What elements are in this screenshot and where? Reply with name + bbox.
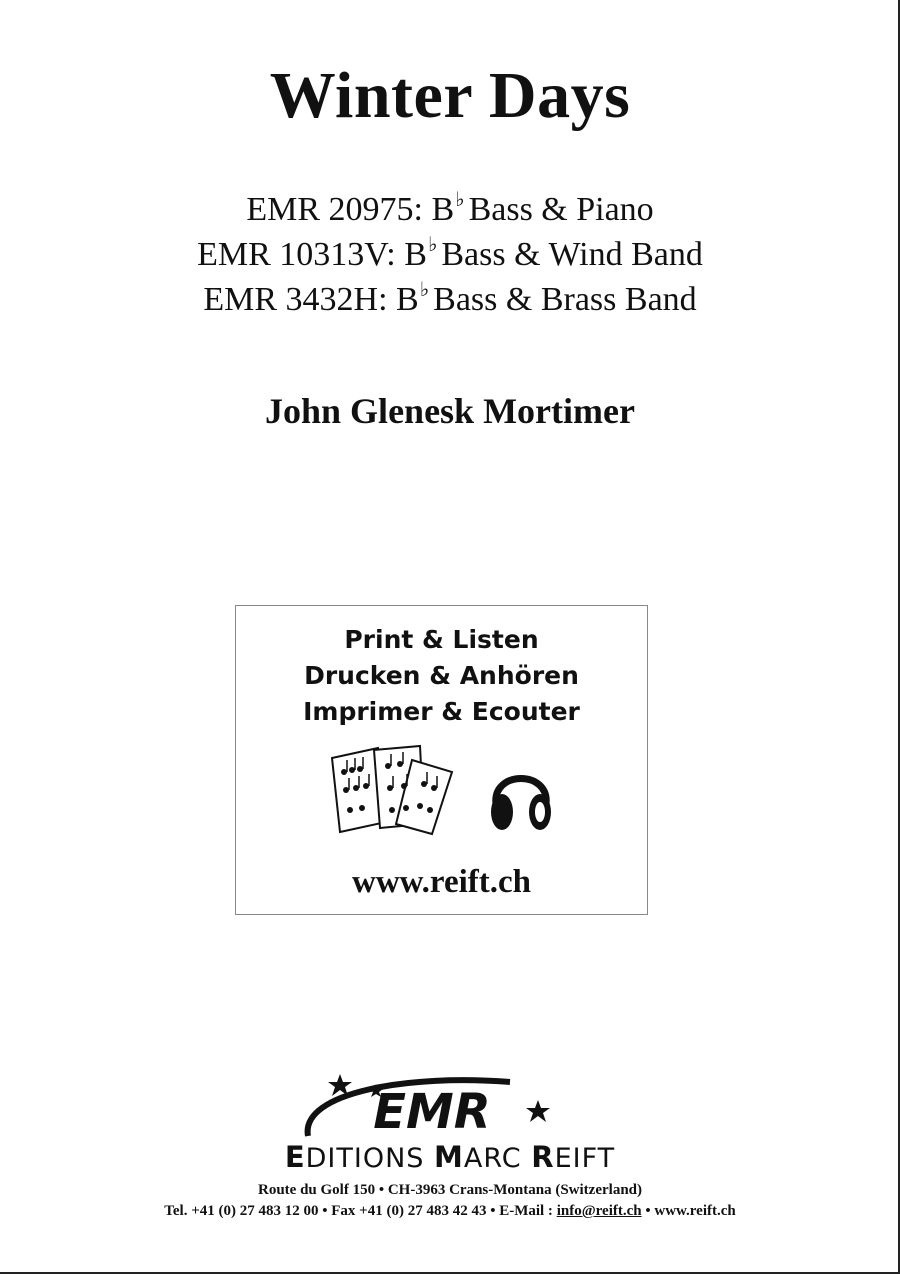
edition-instrumentation: Bass & Brass Band	[433, 281, 697, 318]
page-title: Winter Days	[269, 59, 631, 132]
promo-line-fr: Imprimer & Ecouter	[303, 697, 580, 726]
flat-symbol: ♭	[455, 189, 465, 211]
street-address: Route du Golf 150 • CH-3963 Crans-Montana (Switzerland)	[258, 1182, 642, 1198]
email-link[interactable]: info@reift.ch	[556, 1203, 642, 1219]
flat-symbol: ♭	[419, 279, 430, 301]
logo-text: EMR	[373, 1084, 491, 1140]
promo-text	[236, 622, 647, 730]
edition-code: EMR 20975:	[246, 191, 423, 228]
publisher-address	[0, 1180, 900, 1222]
editions-list	[0, 178, 900, 318]
edition-code: EMR 3432H:	[203, 281, 388, 318]
promo-line-de: Drucken & Anhören	[304, 661, 579, 690]
edition-line	[0, 178, 900, 228]
edition-code: EMR 10313V:	[197, 236, 396, 273]
edition-line	[0, 223, 900, 273]
headphones-icon	[486, 756, 556, 836]
promo-url[interactable]: www.reift.ch	[351, 864, 532, 900]
print-listen-box	[235, 605, 648, 915]
edition-key: B	[431, 191, 455, 228]
contact-line	[0, 1201, 900, 1222]
edition-line	[0, 268, 900, 318]
edition-key: B	[396, 281, 419, 318]
composer-name: John Glenesk Mortimer	[265, 391, 635, 431]
publisher-name: EDITIONS MARC REIFT	[284, 1140, 616, 1174]
star-icon	[526, 1100, 550, 1122]
phone-fax: Tel. +41 (0) 27 483 12 00 • Fax +41 (0) 27 483 42 43 • E-Mail :	[164, 1203, 553, 1219]
website-link[interactable]: • www.reift.ch	[645, 1203, 736, 1219]
edition-instrumentation: Bass & Piano	[468, 191, 654, 228]
promo-line-en: Print & Listen	[344, 625, 539, 654]
flat-symbol: ♭	[427, 234, 438, 256]
sheet-music-icon	[328, 744, 456, 836]
edition-instrumentation: Bass & Wind Band	[441, 236, 703, 273]
edition-key: B	[404, 236, 427, 273]
